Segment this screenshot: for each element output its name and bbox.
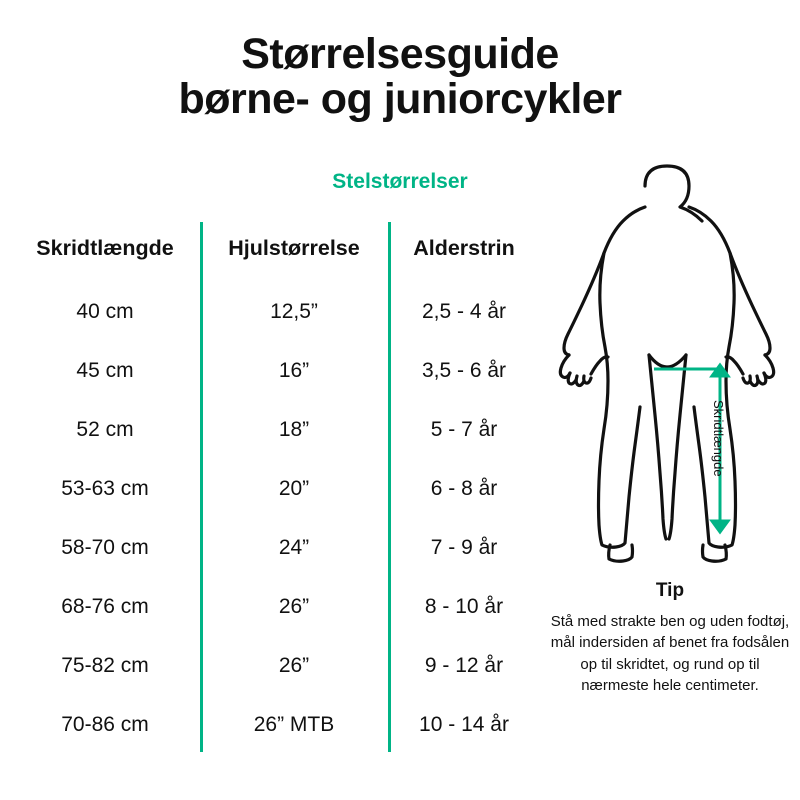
table-row (10, 282, 540, 341)
tip-title: Tip (655, 580, 685, 601)
table-row (10, 636, 540, 695)
page-title (0, 32, 800, 122)
table-divider-1 (200, 222, 203, 752)
table-header-row (10, 222, 540, 282)
table-row (10, 518, 540, 577)
cell-agegroup: 2,5 - 4 år (421, 299, 507, 323)
body-figure (548, 160, 788, 570)
cell-agegroup: 5 - 7 år (430, 417, 498, 441)
cell-wheelsize: 16” (278, 358, 310, 382)
inseam-measure-label: Skridtlængde (711, 400, 726, 477)
cell-wheelsize: 26” (278, 594, 310, 618)
page-title-line-1: Størrelsesguide (241, 30, 559, 78)
cell-agegroup: 3,5 - 6 år (421, 358, 507, 382)
human-silhouette-icon (548, 160, 788, 570)
column-header-wheelsize: Hjulstørrelse (228, 235, 360, 260)
tip-block (548, 580, 792, 696)
cell-wheelsize: 20” (278, 476, 310, 500)
table-divider-2 (388, 222, 391, 752)
cell-wheelsize: 26” MTB (253, 712, 335, 736)
table-row (10, 341, 540, 400)
page-subtitle: Stelstørrelser (332, 170, 468, 193)
cell-inseam: 53-63 cm (61, 476, 149, 500)
cell-inseam: 68-76 cm (61, 594, 149, 618)
cell-agegroup: 9 - 12 år (424, 653, 504, 677)
tip-text: Stå med strakte ben og uden fodtøj, mål indersiden af benet fra fodsålen op til skridtet, og rund op til nærmeste hele centimeter. (550, 613, 790, 694)
cell-agegroup: 8 - 10 år (424, 594, 504, 618)
cell-inseam: 52 cm (76, 417, 134, 441)
cell-inseam: 45 cm (76, 358, 134, 382)
page-title-line-2: børne- og juniorcykler (178, 75, 622, 124)
cell-wheelsize: 26” (278, 653, 310, 677)
cell-inseam: 40 cm (76, 299, 134, 323)
cell-wheelsize: 18” (278, 417, 310, 441)
table-row (10, 459, 540, 518)
table-row (10, 577, 540, 636)
cell-wheelsize: 24” (278, 535, 310, 559)
table-row (10, 400, 540, 459)
cell-wheelsize: 12,5” (270, 299, 318, 323)
cell-inseam: 75-82 cm (61, 653, 149, 677)
cell-agegroup: 7 - 9 år (430, 535, 498, 559)
cell-inseam: 70-86 cm (61, 712, 149, 736)
column-header-inseam: Skridtlængde (36, 235, 174, 260)
size-table-container (10, 222, 540, 762)
column-header-agegroup: Alderstrin (413, 235, 515, 260)
cell-inseam: 58-70 cm (61, 535, 149, 559)
table-row (10, 695, 540, 754)
size-table (10, 222, 540, 754)
cell-agegroup: 6 - 8 år (430, 476, 498, 500)
cell-agegroup: 10 - 14 år (419, 712, 509, 736)
